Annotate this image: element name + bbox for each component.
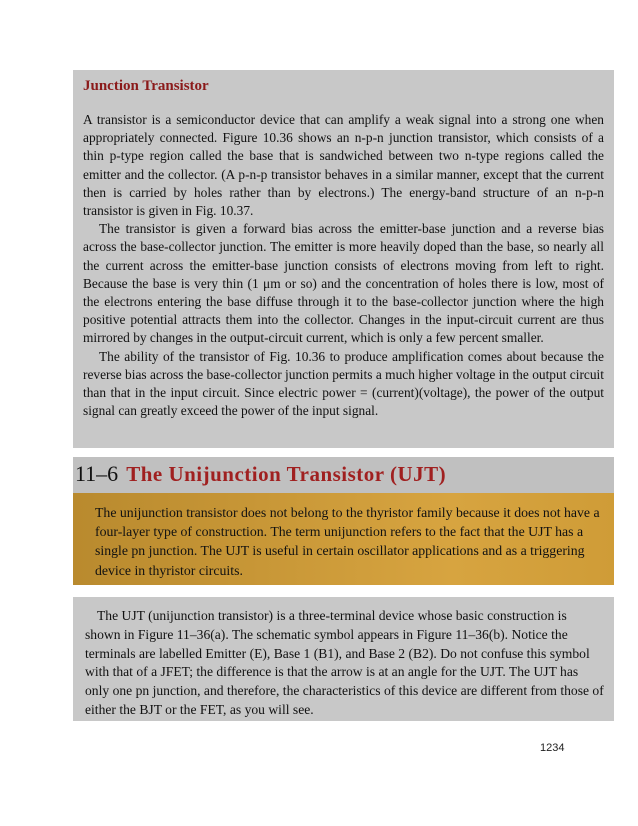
box-title: Junction Transistor	[83, 78, 209, 94]
section-heading	[73, 457, 614, 493]
ujt-description-box	[73, 597, 614, 721]
paragraph-3: The ability of the transistor of Fig. 10.36 to produce amplification comes about because the reverse bias across the base-collector junction permits a much higher voltage in the output circuit than that in the input circuit. Since electric power = (current)(voltage), the power of the output signal can greatly exceed the power of the input signal.	[83, 348, 604, 419]
page-number: 1234	[540, 742, 565, 754]
paragraph-1: A transistor is a semiconductor device that can amplify a weak signal into a strong one when appropriately connected. Figure 10.36 shows an n-p-n junction transistor, which consists of a thin p-type region called the base that is sandwiched between two n-type regions called the emitter and the collector. (A p-n-p transistor behaves in a similar manner, except that the current then is carried by holes rather than by electrons.) The energy-band structure of an n-p-n transistor is given in Fig. 10.37.	[83, 112, 604, 219]
intro-box	[73, 493, 614, 585]
paragraph-2: The transistor is given a forward bias across the emitter-base junction and a reverse bias across the base-collector junction. The emitter is more heavily doped than the base, so nearly all the current across the emitter-base junction consists of electrons moving from left to right. Because the base is very thin (1 μm or so) and the concentration of holes there is low, most of the electrons entering the base diffuse through it to the base-collector junction where the high positive potential attracts them into the collector. Changes in the input-circuit current are thus mirrored by changes in the output-circuit current, which is only a few percent smaller.	[83, 221, 604, 346]
section-number: 11–6	[75, 461, 119, 486]
ujt-description-text: The UJT (unijunction transistor) is a three-terminal device whose basic construction is shown in Figure 11–36(a). The schematic symbol appears in Figure 11–36(b). Notice the terminals are labelled Emitter (E), Base 1 (B1), and Base 2 (B2). Do not confuse this symbol with that of a JFET; the difference is that the arrow is at an angle for the UJT. The UJT has only one pn junction, and therefore, the characteristics of this device are different from those of either the BJT or the FET, as you will see.	[85, 608, 604, 717]
section-title: The Unijunction Transistor (UJT)	[126, 462, 447, 486]
intro-text: The unijunction transistor does not belong to the thyristor family because it does not have a four-layer type of construction. The term unijunction refers to the fact that the UJT has a single pn junction. The UJT is useful in certain oscillator applications and as a triggering device in thyristor circuits.	[95, 505, 600, 578]
junction-transistor-box	[73, 70, 614, 448]
